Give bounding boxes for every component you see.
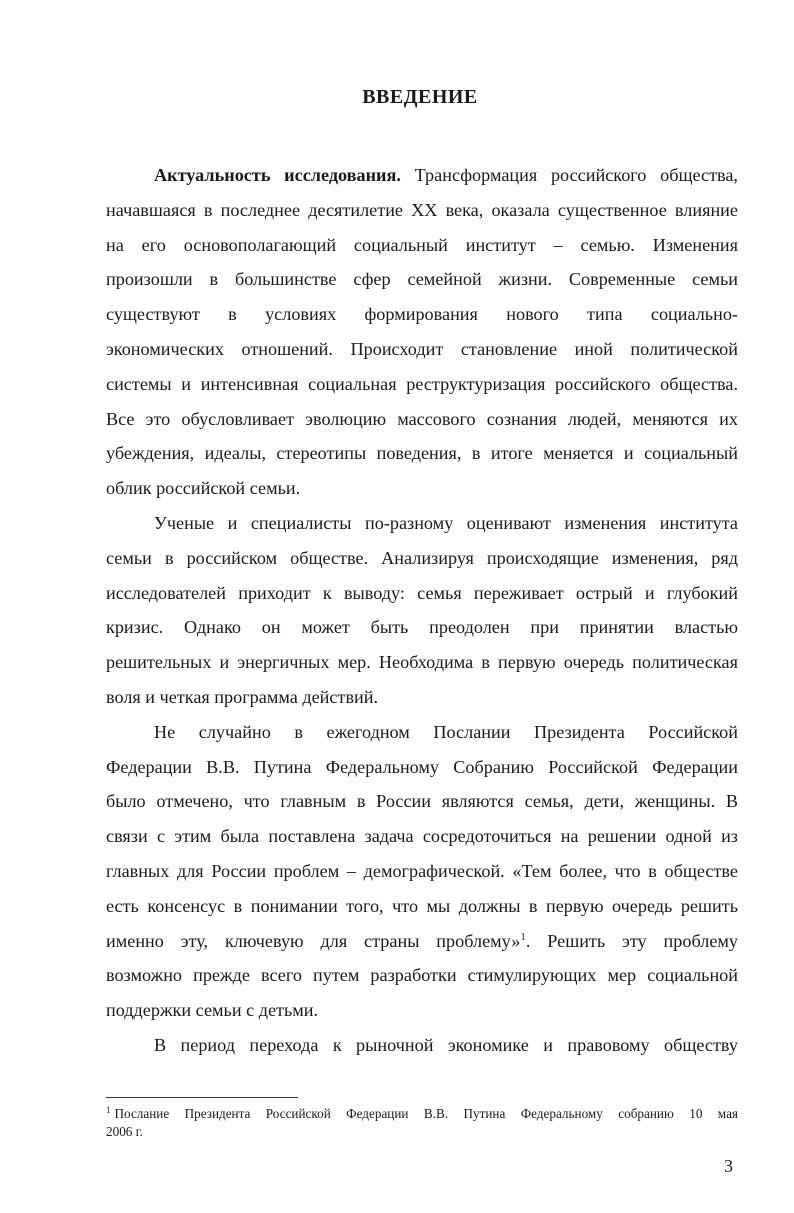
relevance-heading: Актуальность исследования. <box>154 165 401 185</box>
footnote-divider <box>106 1097 298 1098</box>
paragraph-3-line: Не случайно в ежегодном Послании Президента Российской <box>154 721 738 742</box>
paragraph-3-footnote-line <box>106 924 738 959</box>
paragraph-1-line: экономических отношений. Происходит становление иной политической <box>106 338 738 359</box>
paragraph-4-line: В период перехода к рыночной экономике и правовому обществу <box>154 1034 738 1055</box>
paragraph-1-line: произошли в большинстве сфер семейной жизни. Современные семьи <box>106 269 738 290</box>
paragraph-2-line: решительных и энергичных мер. Необходима в первую очередь политическая <box>106 652 738 673</box>
quote-after-text: . Решить эту проблему <box>525 930 738 951</box>
paragraph-3-line: есть консенсус в понимании того, что мы должны в первую очередь решить <box>106 895 738 916</box>
page-title: ВВЕДЕНИЕ <box>362 86 478 108</box>
footnote-mark: 1 <box>106 1105 111 1115</box>
body-text <box>106 158 738 1063</box>
paragraph-1-line: на его основополагающий социальный институт – семью. Изменения <box>106 234 738 255</box>
paragraph-2-line: кризис. Однако он может быть преодолен при принятии властью <box>106 617 738 638</box>
paragraph-1-line-1 <box>106 158 738 193</box>
paragraph-2-line: семьи в российском обществе. Анализируя происходящие изменения, ряд <box>106 547 738 568</box>
paragraph-1-line: облик российской семьи. <box>106 478 301 499</box>
paragraph-3-line: связи с этим была поставлена задача сосредоточиться на решении одной из <box>106 826 738 847</box>
footnote-line-2: 2006 г. <box>106 1124 143 1139</box>
paragraph-2-line: воля и четкая программа действий. <box>106 686 379 707</box>
footnote <box>106 1105 738 1141</box>
paragraph-3-line: главных для России проблем – демографической. «Тем более, что в обществе <box>106 860 738 881</box>
footnote-reference[interactable]: 1 <box>520 930 526 943</box>
paragraph-1-line: убеждения, идеалы, стереотипы поведения, в итоге меняется и социальный <box>106 443 738 464</box>
paragraph-3-line: Федерации В.В. Путина Федеральному Собранию Российской Федерации <box>106 756 738 777</box>
footnote-text: Послание Президента Российской Федерации В.В. Путина Федеральному собранию 10 мая <box>114 1106 738 1121</box>
paragraph-2-line: Ученые и специалисты по-разному оценивают изменения института <box>154 512 738 533</box>
paragraph-1-line: системы и интенсивная социальная реструктуризация российского общества. <box>106 373 738 394</box>
paragraph-1-line: существуют в условиях формирования нового типа социально- <box>106 304 738 325</box>
footnote-line-1 <box>106 1105 738 1123</box>
paragraph-3-line: возможно прежде всего путем разработки стимулирующих мер социальной <box>106 965 738 986</box>
paragraph-3-line: было отмечено, что главным в России являются семья, дети, женщины. В <box>106 791 738 812</box>
page-number: 3 <box>724 1156 733 1176</box>
paragraph-1-line: Все это обусловливает эволюцию массового сознания людей, меняются их <box>106 408 738 429</box>
paragraph-1-line: начавшаяся в последнее десятилетие XX века, оказала существенное влияние <box>106 199 738 220</box>
paragraph-3-line: поддержки семьи с детьми. <box>106 1000 319 1021</box>
paragraph-2-line: исследователей приходит к выводу: семья переживает острый и глубокий <box>106 582 738 603</box>
paragraph-1-line-1-text: Трансформация российского общества, <box>400 165 738 185</box>
quote-end-text: именно эту, ключевую для страны проблему» <box>106 930 521 951</box>
